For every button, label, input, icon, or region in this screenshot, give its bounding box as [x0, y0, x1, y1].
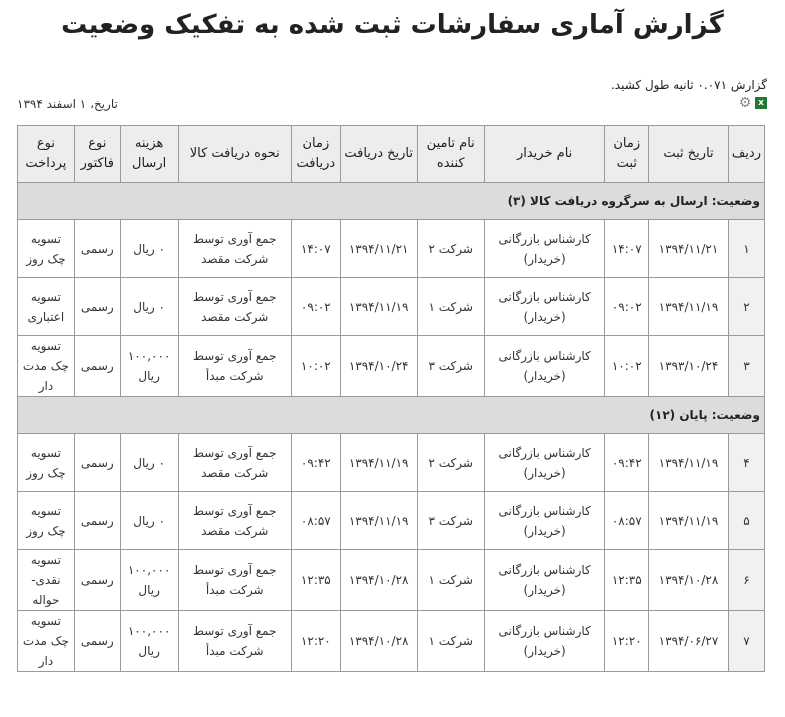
cell-reg-time: ۱۲:۳۵	[605, 550, 649, 611]
cell-invoice-type: رسمی	[74, 611, 120, 672]
table-row[interactable]	[18, 492, 765, 550]
cell-reg-time: ۰۹:۰۲	[605, 278, 649, 336]
header-reg-date[interactable]: تاریخ ثبت	[649, 126, 729, 183]
table-row[interactable]	[18, 336, 765, 397]
cell-reg-time: ۰۹:۴۲	[605, 434, 649, 492]
cell-buyer: کارشناس بازرگانی (خریدار)	[484, 220, 604, 278]
cell-receive-time: ۰۹:۴۲	[291, 434, 340, 492]
cell-reg-date: ۱۳۹۴/۱۱/۲۱	[649, 220, 729, 278]
cell-buyer: کارشناس بازرگانی (خریدار)	[484, 492, 604, 550]
header-supplier[interactable]: نام تامین کننده	[417, 126, 484, 183]
cell-receive-time: ۱۰:۰۲	[291, 336, 340, 397]
cell-receive-date: ۱۳۹۴/۱۱/۱۹	[340, 492, 417, 550]
cell-supplier: شرکت ۳	[417, 492, 484, 550]
cell-shipping-cost: ۰ ریال	[120, 492, 178, 550]
cell-buyer: کارشناس بازرگانی (خریدار)	[484, 434, 604, 492]
cell-buyer: کارشناس بازرگانی (خریدار)	[484, 611, 604, 672]
cell-receive-method: جمع آوری توسط شرکت مبدأ	[178, 611, 291, 672]
cell-payment-type: تسویه چک مدت دار	[18, 336, 75, 397]
cell-invoice-type: رسمی	[74, 336, 120, 397]
cell-payment-type: تسویه چک روز	[18, 492, 75, 550]
cell-shipping-cost: ۰ ریال	[120, 278, 178, 336]
report-date: تاریخ، ۱ اسفند ۱۳۹۴	[17, 97, 118, 111]
cell-receive-time: ۰۹:۰۲	[291, 278, 340, 336]
report-title: گزارش آماری سفارشات ثبت شده به تفکیک وضعیت	[61, 10, 724, 40]
cell-supplier: شرکت ۲	[417, 434, 484, 492]
cell-buyer: کارشناس بازرگانی (خریدار)	[484, 278, 604, 336]
table-row[interactable]	[18, 220, 765, 278]
cell-receive-date: ۱۳۹۴/۱۰/۲۸	[340, 611, 417, 672]
cell-reg-date: ۱۳۹۴/۱۰/۲۸	[649, 550, 729, 611]
table-row[interactable]	[18, 278, 765, 336]
cell-buyer: کارشناس بازرگانی (خریدار)	[484, 336, 604, 397]
cell-receive-method: جمع آوری توسط شرکت مقصد	[178, 434, 291, 492]
cell-receive-time: ۱۲:۲۰	[291, 611, 340, 672]
cell-reg-time: ۱۴:۰۷	[605, 220, 649, 278]
cell-row-number: ۱	[728, 220, 764, 278]
group-status-label: وضعیت: ارسال به سرگروه دریافت کالا (۳)	[18, 183, 765, 220]
cell-payment-type: تسویه چک روز	[18, 434, 75, 492]
header-shipping-cost[interactable]: هزینه ارسال	[120, 126, 178, 183]
cell-supplier: شرکت ۲	[417, 220, 484, 278]
cell-invoice-type: رسمی	[74, 434, 120, 492]
header-row-number[interactable]: ردیف	[728, 126, 764, 183]
orders-table	[17, 125, 765, 672]
cell-receive-time: ۱۲:۳۵	[291, 550, 340, 611]
cell-reg-date: ۱۳۹۴/۱۱/۱۹	[649, 492, 729, 550]
cell-reg-time: ۱۰:۰۲	[605, 336, 649, 397]
cell-shipping-cost: ۱۰۰,۰۰۰ ریال	[120, 336, 178, 397]
cell-row-number: ۶	[728, 550, 764, 611]
cell-reg-time: ۰۸:۵۷	[605, 492, 649, 550]
cell-shipping-cost: ۱۰۰,۰۰۰ ریال	[120, 550, 178, 611]
cell-row-number: ۵	[728, 492, 764, 550]
cell-payment-type: تسویه چک روز	[18, 220, 75, 278]
cell-receive-date: ۱۳۹۴/۱۰/۲۸	[340, 550, 417, 611]
table-row[interactable]	[18, 434, 765, 492]
cell-receive-date: ۱۳۹۴/۱۱/۱۹	[340, 434, 417, 492]
cell-payment-type: تسویه اعتباری	[18, 278, 75, 336]
table-body	[18, 183, 765, 672]
cell-receive-method: جمع آوری توسط شرکت مقصد	[178, 220, 291, 278]
cell-supplier: شرکت ۳	[417, 336, 484, 397]
cell-receive-time: ۱۴:۰۷	[291, 220, 340, 278]
cell-reg-date: ۱۳۹۴/۰۶/۲۷	[649, 611, 729, 672]
header-receive-date[interactable]: تاریخ دریافت	[340, 126, 417, 183]
cell-reg-time: ۱۲:۲۰	[605, 611, 649, 672]
cell-receive-method: جمع آوری توسط شرکت مقصد	[178, 278, 291, 336]
cell-receive-method: جمع آوری توسط شرکت مقصد	[178, 492, 291, 550]
load-time-text: گزارش ۰.۰۷۱ ثانیه طول کشید.	[610, 78, 767, 92]
cell-receive-date: ۱۳۹۴/۱۰/۲۴	[340, 336, 417, 397]
cell-receive-method: جمع آوری توسط شرکت مبدأ	[178, 550, 291, 611]
header-buyer[interactable]: نام خریدار	[484, 126, 604, 183]
cell-receive-date: ۱۳۹۴/۱۱/۱۹	[340, 278, 417, 336]
table-row[interactable]	[18, 611, 765, 672]
cell-reg-date: ۱۳۹۴/۱۱/۱۹	[649, 278, 729, 336]
cell-supplier: شرکت ۱	[417, 611, 484, 672]
header-invoice-type[interactable]: نوع فاکتور	[74, 126, 120, 183]
cell-reg-date: ۱۳۹۳/۱۰/۲۴	[649, 336, 729, 397]
cell-row-number: ۷	[728, 611, 764, 672]
group-header-row	[18, 397, 765, 434]
export-icons	[738, 97, 767, 111]
gear-icon[interactable]: ⚙	[738, 95, 752, 111]
cell-shipping-cost: ۰ ریال	[120, 220, 178, 278]
header-payment-type[interactable]: نوع پرداخت	[18, 126, 75, 183]
cell-reg-date: ۱۳۹۴/۱۱/۱۹	[649, 434, 729, 492]
cell-receive-time: ۰۸:۵۷	[291, 492, 340, 550]
cell-row-number: ۴	[728, 434, 764, 492]
cell-invoice-type: رسمی	[74, 278, 120, 336]
cell-payment-type: تسویه نقدی-حواله	[18, 550, 75, 611]
header-receive-method[interactable]: نحوه دریافت کالا	[178, 126, 291, 183]
cell-buyer: کارشناس بازرگانی (خریدار)	[484, 550, 604, 611]
cell-supplier: شرکت ۱	[417, 278, 484, 336]
cell-shipping-cost: ۱۰۰,۰۰۰ ریال	[120, 611, 178, 672]
cell-row-number: ۲	[728, 278, 764, 336]
header-reg-time[interactable]: زمان ثبت	[605, 126, 649, 183]
group-header-row	[18, 183, 765, 220]
cell-supplier: شرکت ۱	[417, 550, 484, 611]
cell-invoice-type: رسمی	[74, 492, 120, 550]
excel-icon[interactable]: x	[755, 97, 767, 109]
table-row[interactable]	[18, 550, 765, 611]
cell-shipping-cost: ۰ ریال	[120, 434, 178, 492]
cell-invoice-type: رسمی	[74, 550, 120, 611]
cell-payment-type: تسویه چک مدت دار	[18, 611, 75, 672]
cell-receive-date: ۱۳۹۴/۱۱/۲۱	[340, 220, 417, 278]
cell-invoice-type: رسمی	[74, 220, 120, 278]
table-header-row	[18, 126, 765, 183]
group-status-label: وضعیت: پایان (۱۲)	[18, 397, 765, 434]
cell-row-number: ۳	[728, 336, 764, 397]
header-receive-time[interactable]: زمان دریافت	[291, 126, 340, 183]
cell-receive-method: جمع آوری توسط شرکت مبدأ	[178, 336, 291, 397]
